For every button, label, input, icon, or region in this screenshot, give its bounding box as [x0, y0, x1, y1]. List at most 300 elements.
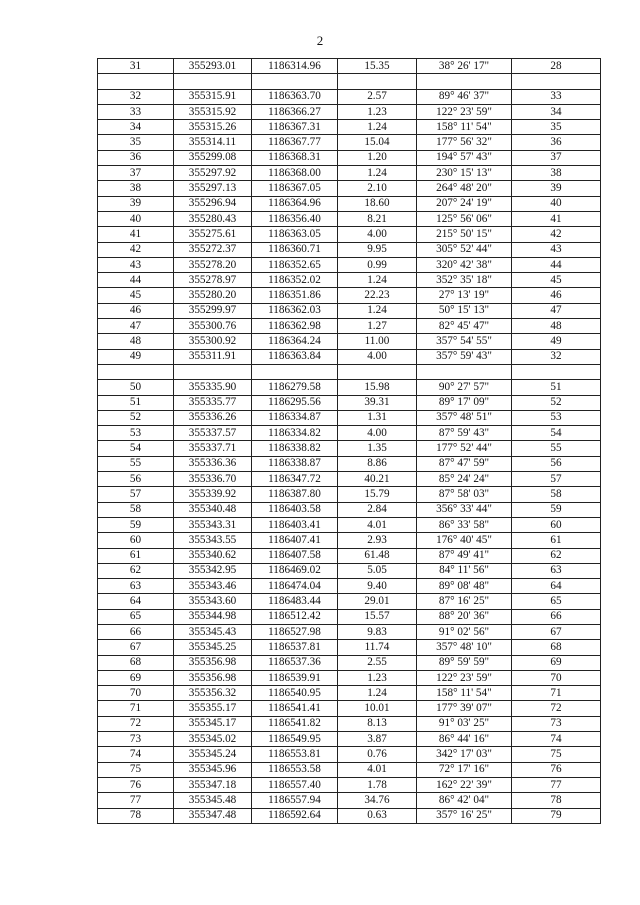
distance-cell: 8.21	[338, 211, 417, 226]
table-row	[98, 701, 601, 716]
distance-cell: 15.35	[338, 59, 417, 74]
bearing-cell: 158° 11' 54"	[417, 120, 512, 135]
y-coordinate-cell: 1186366.27	[252, 104, 338, 119]
x-coordinate-cell: 355278.20	[174, 257, 252, 272]
bearing-cell: 162° 22' 39"	[417, 777, 512, 792]
x-coordinate-cell: 355343.60	[174, 594, 252, 609]
distance-cell: 15.98	[338, 380, 417, 395]
bearing-cell: 357° 48' 51"	[417, 410, 512, 425]
point-number-cell: 61	[98, 548, 174, 563]
point-number-cell: 78	[98, 808, 174, 823]
point-number-cell: 73	[98, 732, 174, 747]
next-point-cell: 71	[512, 686, 601, 701]
y-coordinate-cell: 1186364.24	[252, 334, 338, 349]
point-number-cell: 50	[98, 380, 174, 395]
next-point-cell: 62	[512, 548, 601, 563]
point-number-cell: 75	[98, 762, 174, 777]
y-coordinate-cell	[252, 364, 338, 379]
bearing-cell: 176° 40' 45"	[417, 533, 512, 548]
coordinates-table	[97, 58, 601, 824]
x-coordinate-cell: 355344.98	[174, 609, 252, 624]
x-coordinate-cell: 355342.95	[174, 563, 252, 578]
bearing-cell: 177° 52' 44"	[417, 441, 512, 456]
blank-row	[98, 74, 601, 89]
table-row	[98, 150, 601, 165]
distance-cell: 1.24	[338, 120, 417, 135]
point-number-cell: 63	[98, 579, 174, 594]
point-number-cell: 42	[98, 242, 174, 257]
point-number-cell: 40	[98, 211, 174, 226]
next-point-cell: 77	[512, 777, 601, 792]
y-coordinate-cell: 1186474.04	[252, 579, 338, 594]
y-coordinate-cell: 1186407.58	[252, 548, 338, 563]
table-row	[98, 502, 601, 517]
distance-cell: 9.40	[338, 579, 417, 594]
y-coordinate-cell: 1186338.82	[252, 441, 338, 456]
point-number-cell: 47	[98, 319, 174, 334]
bearing-cell: 86° 42' 04"	[417, 793, 512, 808]
distance-cell: 2.55	[338, 655, 417, 670]
next-point-cell: 54	[512, 426, 601, 441]
table-row	[98, 273, 601, 288]
next-point-cell: 48	[512, 319, 601, 334]
distance-cell: 22.23	[338, 288, 417, 303]
y-coordinate-cell: 1186347.72	[252, 472, 338, 487]
coordinates-table-body	[98, 59, 601, 824]
distance-cell: 9.83	[338, 624, 417, 639]
x-coordinate-cell: 355340.62	[174, 548, 252, 563]
point-number-cell: 64	[98, 594, 174, 609]
x-coordinate-cell: 355337.71	[174, 441, 252, 456]
bearing-cell: 89° 08' 48"	[417, 579, 512, 594]
distance-cell: 15.04	[338, 135, 417, 150]
y-coordinate-cell: 1186334.87	[252, 410, 338, 425]
x-coordinate-cell: 355336.70	[174, 472, 252, 487]
next-point-cell: 28	[512, 59, 601, 74]
bearing-cell: 72° 17' 16"	[417, 762, 512, 777]
table-row	[98, 257, 601, 272]
table-row	[98, 303, 601, 318]
y-coordinate-cell: 1186527.98	[252, 624, 338, 639]
bearing-cell: 177° 56' 32"	[417, 135, 512, 150]
bearing-cell: 84° 11' 56"	[417, 563, 512, 578]
bearing-cell: 87° 59' 43"	[417, 426, 512, 441]
next-point-cell: 75	[512, 747, 601, 762]
table-row	[98, 166, 601, 181]
point-number-cell: 49	[98, 349, 174, 364]
next-point-cell: 53	[512, 410, 601, 425]
x-coordinate-cell: 355345.43	[174, 624, 252, 639]
y-coordinate-cell: 1186363.84	[252, 349, 338, 364]
distance-cell: 11.74	[338, 640, 417, 655]
point-number-cell: 77	[98, 793, 174, 808]
x-coordinate-cell: 355280.43	[174, 211, 252, 226]
x-coordinate-cell: 355296.94	[174, 196, 252, 211]
y-coordinate-cell: 1186363.70	[252, 89, 338, 104]
bearing-cell: 352° 35' 18"	[417, 273, 512, 288]
x-coordinate-cell: 355278.97	[174, 273, 252, 288]
x-coordinate-cell: 355355.17	[174, 701, 252, 716]
x-coordinate-cell: 355356.98	[174, 670, 252, 685]
distance-cell: 8.13	[338, 716, 417, 731]
bearing-cell: 87° 16' 25"	[417, 594, 512, 609]
next-point-cell: 60	[512, 517, 601, 532]
point-number-cell: 55	[98, 456, 174, 471]
y-coordinate-cell: 1186356.40	[252, 211, 338, 226]
point-number-cell: 51	[98, 395, 174, 410]
table-row	[98, 227, 601, 242]
y-coordinate-cell: 1186403.58	[252, 502, 338, 517]
next-point-cell: 66	[512, 609, 601, 624]
y-coordinate-cell: 1186537.36	[252, 655, 338, 670]
x-coordinate-cell: 355314.11	[174, 135, 252, 150]
bearing-cell: 50° 15' 13"	[417, 303, 512, 318]
bearing-cell: 86° 44' 16"	[417, 732, 512, 747]
next-point-cell: 39	[512, 181, 601, 196]
x-coordinate-cell: 355275.61	[174, 227, 252, 242]
next-point-cell: 38	[512, 166, 601, 181]
point-number-cell: 70	[98, 686, 174, 701]
bearing-cell: 177° 39' 07"	[417, 701, 512, 716]
y-coordinate-cell: 1186368.00	[252, 166, 338, 181]
x-coordinate-cell: 355345.25	[174, 640, 252, 655]
distance-cell: 61.48	[338, 548, 417, 563]
distance-cell: 18.60	[338, 196, 417, 211]
distance-cell: 15.57	[338, 609, 417, 624]
bearing-cell	[417, 364, 512, 379]
distance-cell: 2.84	[338, 502, 417, 517]
next-point-cell: 61	[512, 533, 601, 548]
next-point-cell	[512, 364, 601, 379]
bearing-cell: 357° 48' 10"	[417, 640, 512, 655]
next-point-cell: 41	[512, 211, 601, 226]
table-row	[98, 655, 601, 670]
bearing-cell: 207° 24' 19"	[417, 196, 512, 211]
x-coordinate-cell: 355315.91	[174, 89, 252, 104]
table-row	[98, 349, 601, 364]
bearing-cell: 86° 33' 58"	[417, 517, 512, 532]
x-coordinate-cell: 355343.31	[174, 517, 252, 532]
table-row	[98, 487, 601, 502]
point-number-cell: 46	[98, 303, 174, 318]
distance-cell: 2.93	[338, 533, 417, 548]
distance-cell: 1.23	[338, 670, 417, 685]
next-point-cell: 64	[512, 579, 601, 594]
bearing-cell: 264° 48' 20"	[417, 181, 512, 196]
distance-cell: 2.10	[338, 181, 417, 196]
table-row	[98, 732, 601, 747]
y-coordinate-cell: 1186483.44	[252, 594, 338, 609]
x-coordinate-cell: 355336.36	[174, 456, 252, 471]
point-number-cell: 56	[98, 472, 174, 487]
x-coordinate-cell: 355335.77	[174, 395, 252, 410]
bearing-cell: 125° 56' 06"	[417, 211, 512, 226]
next-point-cell: 47	[512, 303, 601, 318]
next-point-cell: 72	[512, 701, 601, 716]
bearing-cell: 38° 26' 17"	[417, 59, 512, 74]
next-point-cell: 44	[512, 257, 601, 272]
bearing-cell: 88° 20' 36"	[417, 609, 512, 624]
point-number-cell: 65	[98, 609, 174, 624]
next-point-cell: 69	[512, 655, 601, 670]
distance-cell: 39.31	[338, 395, 417, 410]
next-point-cell: 46	[512, 288, 601, 303]
next-point-cell: 40	[512, 196, 601, 211]
y-coordinate-cell: 1186368.31	[252, 150, 338, 165]
point-number-cell: 32	[98, 89, 174, 104]
y-coordinate-cell: 1186352.02	[252, 273, 338, 288]
x-coordinate-cell: 355337.57	[174, 426, 252, 441]
y-coordinate-cell: 1186352.65	[252, 257, 338, 272]
y-coordinate-cell: 1186469.02	[252, 563, 338, 578]
bearing-cell	[417, 74, 512, 89]
y-coordinate-cell: 1186314.96	[252, 59, 338, 74]
x-coordinate-cell: 355343.55	[174, 533, 252, 548]
y-coordinate-cell: 1186553.81	[252, 747, 338, 762]
point-number-cell: 31	[98, 59, 174, 74]
x-coordinate-cell: 355345.24	[174, 747, 252, 762]
bearing-cell: 357° 59' 43"	[417, 349, 512, 364]
next-point-cell: 70	[512, 670, 601, 685]
next-point-cell: 36	[512, 135, 601, 150]
bearing-cell: 215° 50' 15"	[417, 227, 512, 242]
next-point-cell: 51	[512, 380, 601, 395]
next-point-cell: 59	[512, 502, 601, 517]
table-row	[98, 426, 601, 441]
bearing-cell: 90° 27' 57"	[417, 380, 512, 395]
x-coordinate-cell: 355299.08	[174, 150, 252, 165]
table-row	[98, 242, 601, 257]
x-coordinate-cell	[174, 364, 252, 379]
point-number-cell: 60	[98, 533, 174, 548]
distance-cell: 3.87	[338, 732, 417, 747]
distance-cell: 0.99	[338, 257, 417, 272]
point-number-cell: 38	[98, 181, 174, 196]
point-number-cell	[98, 74, 174, 89]
bearing-cell: 342° 17' 03"	[417, 747, 512, 762]
next-point-cell: 58	[512, 487, 601, 502]
point-number-cell: 57	[98, 487, 174, 502]
table-row	[98, 104, 601, 119]
x-coordinate-cell: 355345.02	[174, 732, 252, 747]
x-coordinate-cell: 355300.92	[174, 334, 252, 349]
y-coordinate-cell: 1186367.77	[252, 135, 338, 150]
table-row	[98, 517, 601, 532]
y-coordinate-cell: 1186540.95	[252, 686, 338, 701]
table-row	[98, 410, 601, 425]
bearing-cell: 27° 13' 19"	[417, 288, 512, 303]
table-row	[98, 456, 601, 471]
point-number-cell: 74	[98, 747, 174, 762]
page-number: 2	[316, 33, 324, 48]
point-number-cell: 66	[98, 624, 174, 639]
next-point-cell: 35	[512, 120, 601, 135]
table-row	[98, 380, 601, 395]
y-coordinate-cell: 1186539.91	[252, 670, 338, 685]
table-row	[98, 89, 601, 104]
point-number-cell: 33	[98, 104, 174, 119]
distance-cell: 1.23	[338, 104, 417, 119]
x-coordinate-cell: 355315.26	[174, 120, 252, 135]
distance-cell: 1.35	[338, 441, 417, 456]
table-row	[98, 181, 601, 196]
distance-cell: 4.00	[338, 426, 417, 441]
table-row	[98, 319, 601, 334]
x-coordinate-cell: 355315.92	[174, 104, 252, 119]
point-number-cell: 34	[98, 120, 174, 135]
table-row	[98, 594, 601, 609]
point-number-cell: 59	[98, 517, 174, 532]
table-row	[98, 395, 601, 410]
distance-cell: 4.00	[338, 227, 417, 242]
table-row	[98, 640, 601, 655]
next-point-cell: 63	[512, 563, 601, 578]
y-coordinate-cell: 1186360.71	[252, 242, 338, 257]
next-point-cell: 73	[512, 716, 601, 731]
y-coordinate-cell: 1186512.42	[252, 609, 338, 624]
y-coordinate-cell: 1186363.05	[252, 227, 338, 242]
next-point-cell: 33	[512, 89, 601, 104]
y-coordinate-cell: 1186387.80	[252, 487, 338, 502]
point-number-cell: 43	[98, 257, 174, 272]
distance-cell: 11.00	[338, 334, 417, 349]
x-coordinate-cell: 355297.92	[174, 166, 252, 181]
next-point-cell: 79	[512, 808, 601, 823]
bearing-cell: 87° 47' 59"	[417, 456, 512, 471]
point-number-cell	[98, 364, 174, 379]
x-coordinate-cell: 355280.20	[174, 288, 252, 303]
next-point-cell: 56	[512, 456, 601, 471]
next-point-cell: 74	[512, 732, 601, 747]
table-row	[98, 777, 601, 792]
bearing-cell: 230° 15' 13"	[417, 166, 512, 181]
bearing-cell: 122° 23' 59"	[417, 670, 512, 685]
next-point-cell: 76	[512, 762, 601, 777]
y-coordinate-cell: 1186295.56	[252, 395, 338, 410]
table-row	[98, 59, 601, 74]
x-coordinate-cell: 355272.37	[174, 242, 252, 257]
table-row	[98, 548, 601, 563]
distance-cell: 9.95	[338, 242, 417, 257]
x-coordinate-cell: 355345.96	[174, 762, 252, 777]
point-number-cell: 71	[98, 701, 174, 716]
blank-row	[98, 364, 601, 379]
table-row	[98, 579, 601, 594]
distance-cell: 4.01	[338, 762, 417, 777]
x-coordinate-cell: 355347.18	[174, 777, 252, 792]
table-row	[98, 563, 601, 578]
distance-cell: 34.76	[338, 793, 417, 808]
x-coordinate-cell: 355345.48	[174, 793, 252, 808]
point-number-cell: 36	[98, 150, 174, 165]
y-coordinate-cell: 1186592.64	[252, 808, 338, 823]
bearing-cell: 87° 49' 41"	[417, 548, 512, 563]
y-coordinate-cell: 1186362.03	[252, 303, 338, 318]
distance-cell: 0.63	[338, 808, 417, 823]
next-point-cell: 57	[512, 472, 601, 487]
point-number-cell: 58	[98, 502, 174, 517]
x-coordinate-cell: 355340.48	[174, 502, 252, 517]
point-number-cell: 41	[98, 227, 174, 242]
distance-cell: 0.76	[338, 747, 417, 762]
x-coordinate-cell: 355300.76	[174, 319, 252, 334]
distance-cell: 1.78	[338, 777, 417, 792]
table-row	[98, 609, 601, 624]
point-number-cell: 45	[98, 288, 174, 303]
x-coordinate-cell: 355339.92	[174, 487, 252, 502]
bearing-cell: 305° 52' 44"	[417, 242, 512, 257]
bearing-cell: 91° 03' 25"	[417, 716, 512, 731]
y-coordinate-cell: 1186403.41	[252, 517, 338, 532]
table-row	[98, 288, 601, 303]
distance-cell: 4.00	[338, 349, 417, 364]
table-row	[98, 120, 601, 135]
point-number-cell: 44	[98, 273, 174, 288]
point-number-cell: 35	[98, 135, 174, 150]
point-number-cell: 52	[98, 410, 174, 425]
next-point-cell: 37	[512, 150, 601, 165]
distance-cell: 1.27	[338, 319, 417, 334]
bearing-cell: 158° 11' 54"	[417, 686, 512, 701]
table-row	[98, 793, 601, 808]
table-row	[98, 670, 601, 685]
y-coordinate-cell: 1186541.82	[252, 716, 338, 731]
distance-cell	[338, 74, 417, 89]
distance-cell: 8.86	[338, 456, 417, 471]
y-coordinate-cell: 1186557.40	[252, 777, 338, 792]
y-coordinate-cell: 1186407.41	[252, 533, 338, 548]
next-point-cell: 67	[512, 624, 601, 639]
x-coordinate-cell: 355311.91	[174, 349, 252, 364]
bearing-cell: 122° 23' 59"	[417, 104, 512, 119]
bearing-cell: 357° 16' 25"	[417, 808, 512, 823]
next-point-cell: 65	[512, 594, 601, 609]
point-number-cell: 53	[98, 426, 174, 441]
table-row	[98, 472, 601, 487]
y-coordinate-cell: 1186334.82	[252, 426, 338, 441]
next-point-cell: 32	[512, 349, 601, 364]
y-coordinate-cell: 1186367.05	[252, 181, 338, 196]
y-coordinate-cell: 1186541.41	[252, 701, 338, 716]
distance-cell: 1.24	[338, 166, 417, 181]
y-coordinate-cell: 1186549.95	[252, 732, 338, 747]
bearing-cell: 357° 54' 55"	[417, 334, 512, 349]
distance-cell: 1.31	[338, 410, 417, 425]
table-row	[98, 762, 601, 777]
distance-cell: 2.57	[338, 89, 417, 104]
bearing-cell: 89° 17' 09"	[417, 395, 512, 410]
next-point-cell: 68	[512, 640, 601, 655]
point-number-cell: 39	[98, 196, 174, 211]
table-row	[98, 624, 601, 639]
x-coordinate-cell: 355336.26	[174, 410, 252, 425]
next-point-cell: 55	[512, 441, 601, 456]
x-coordinate-cell: 355343.46	[174, 579, 252, 594]
point-number-cell: 72	[98, 716, 174, 731]
table-row	[98, 686, 601, 701]
distance-cell: 29.01	[338, 594, 417, 609]
distance-cell: 10.01	[338, 701, 417, 716]
table-row	[98, 334, 601, 349]
distance-cell: 1.24	[338, 686, 417, 701]
x-coordinate-cell: 355293.01	[174, 59, 252, 74]
y-coordinate-cell: 1186557.94	[252, 793, 338, 808]
next-point-cell: 45	[512, 273, 601, 288]
table-row	[98, 211, 601, 226]
table-row	[98, 196, 601, 211]
x-coordinate-cell: 355347.48	[174, 808, 252, 823]
table-row	[98, 135, 601, 150]
